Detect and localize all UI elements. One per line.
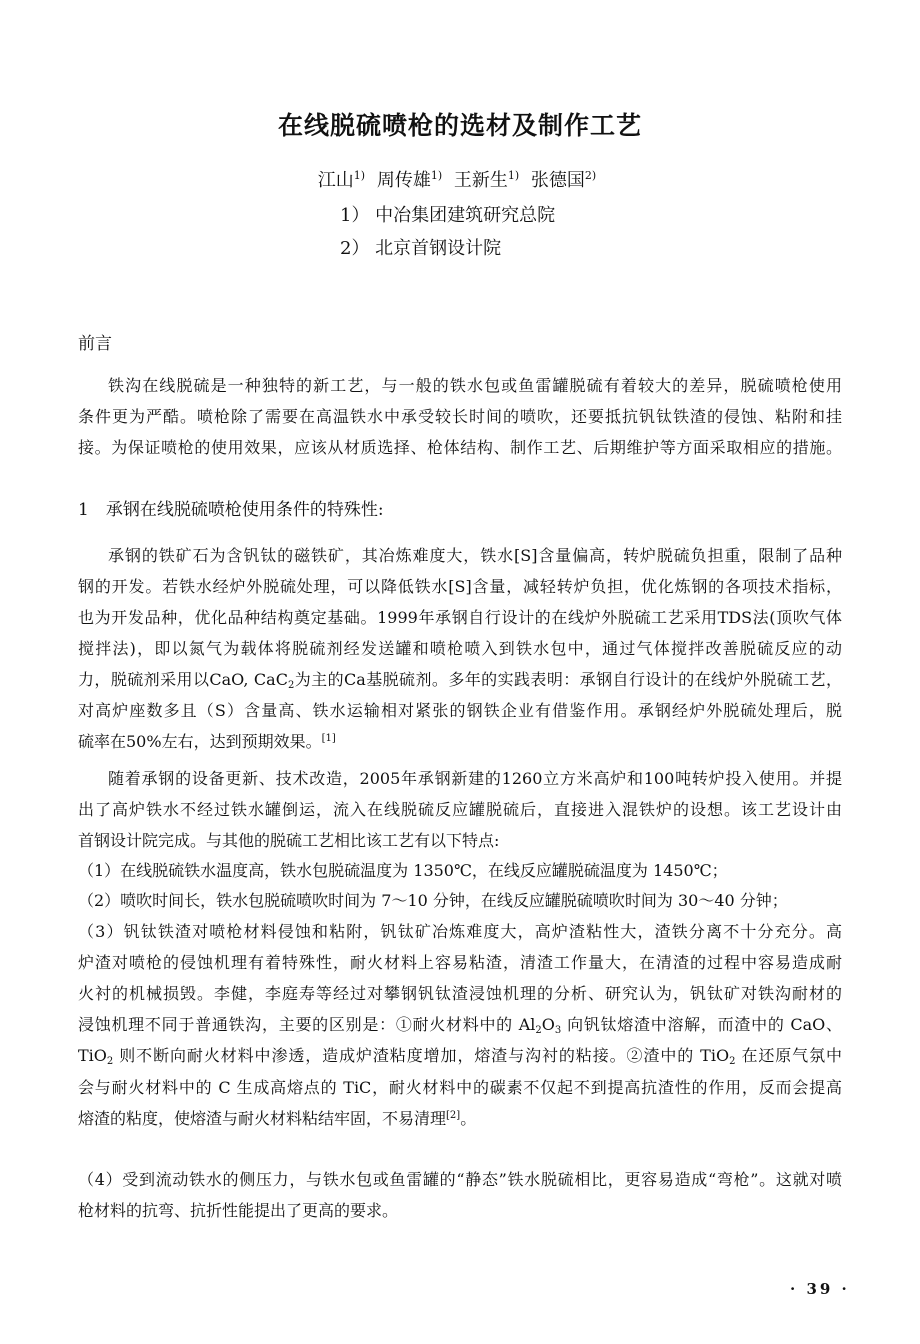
author-name: 王新生 <box>453 170 508 191</box>
text-segment: 。 <box>460 1109 477 1128</box>
text-line <box>78 953 842 973</box>
subscript: 2 <box>729 1056 736 1067</box>
text-line <box>78 1078 842 1098</box>
text-line <box>78 608 842 628</box>
text-line <box>78 891 842 911</box>
text-line <box>78 1015 842 1035</box>
text-segment: （2）喷吹时间长，铁水包脱硫喷吹时间为 7～10 分钟，在线反应罐脱硫喷吹时间为 30～40 分钟； <box>78 891 788 910</box>
text-line <box>108 376 842 396</box>
text-segment: 钢的开发。若铁水经炉外脱硫处理，可以降低铁水[S]含量，减轻转炉负担，优化炼钢的各项技术指标， <box>78 577 842 596</box>
text-line <box>78 407 842 427</box>
text-segment: （3）钒钛铁渣对喷枪材料侵蚀和粘附，钒钛矿冶炼难度大，高炉渣粘性大，渣铁分离不十分充分。高 <box>78 922 842 941</box>
text-segment: 铁沟在线脱硫是一种独特的新工艺，与一般的铁水包或鱼雷罐脱硫有着较大的差异，脱硫喷枪使用 <box>108 376 842 395</box>
text-segment: （4）受到流动铁水的侧压力，与铁水包或鱼雷罐的“静态”铁水脱硫相比，更容易造成“弯枪”。这就对喷 <box>78 1170 842 1189</box>
author-list <box>0 166 920 192</box>
text-segment: 枪材料的抗弯、抗折性能提出了更高的要求。 <box>78 1201 399 1220</box>
text-line <box>78 922 842 942</box>
text-segment: 也为开发品种，优化品种结构奠定基础。1999年承钢自行设计的在线炉外脱硫工艺采用TDS法(顶吹气体 <box>78 608 842 627</box>
affiliation-mark: 2) <box>584 169 597 182</box>
text-line <box>108 546 842 566</box>
author-name: 江山 <box>317 170 354 191</box>
text-segment: O <box>541 1015 555 1034</box>
subscript: 2 <box>287 680 295 691</box>
affiliation-mark: 1) <box>430 169 443 182</box>
text-segment: 会与耐火材料中的 C 生成高熔点的 TiC，耐火材料中的碳素不仅起不到提高抗渣性的作用，反而会提高 <box>78 1078 842 1097</box>
text-segment: 条件更为严酷。喷枪除了需要在高温铁水中承受较长时间的喷吹，还要抵抗钒钛铁渣的侵蚀、粘附和挂 <box>78 407 842 426</box>
paper-title: 在线脱硫喷枪的选材及制作工艺 <box>277 111 642 140</box>
preface-heading: 前言 <box>78 334 112 354</box>
text-line <box>78 861 842 881</box>
text-line <box>78 831 842 851</box>
text-line <box>78 1109 842 1129</box>
text-segment: 接。为保证喷枪的使用效果，应该从材质选择、枪体结构、制作工艺、后期维护等方面采取相应的措施。 <box>78 438 842 457</box>
text-segment: 火衬的机械损毁。李健，李庭寿等经过对攀钢钒钛渣浸蚀机理的分析、研究认为，钒钛矿对铁沟耐材的 <box>78 984 842 1003</box>
citation: [1] <box>321 733 336 744</box>
text-segment: 熔渣的粘度，使熔渣与耐火材料粘结牢固，不易清理 <box>78 1109 447 1128</box>
text-line <box>78 701 842 721</box>
text-segment: 搅拌法)，即以氮气为载体将脱硫剂经发送罐和喷枪喷入到铁水包中，通过气体搅拌改善脱硫反应的动 <box>78 639 842 658</box>
affiliation-mark: 1) <box>507 169 520 182</box>
text-segment: 硫率在50%左右，达到预期效果。 <box>78 732 322 751</box>
subscript: 3 <box>554 1025 562 1036</box>
author-name: 张德国 <box>530 170 585 191</box>
text-line <box>78 438 842 458</box>
text-segment: 首钢设计院完成。与其他的脱硫工艺相比该工艺有以下特点: <box>78 831 500 850</box>
text-segment: 则不断向耐火材料中渗透，造成炉渣粘度增加，熔渣与沟衬的粘接。②渣中的 TiO <box>113 1046 730 1065</box>
affiliation-mark: 1) <box>353 169 366 182</box>
text-segment: 对高炉座数多且（S）含量高、铁水运输相对紧张的钢铁企业有借鉴作用。承钢经炉外脱硫处理后，脱 <box>78 701 842 720</box>
subscript: 2 <box>106 1056 114 1067</box>
author-name: 周传雄 <box>376 170 431 191</box>
subscript: 2 <box>535 1025 542 1036</box>
section-1-heading: 1 承钢在线脱硫喷枪使用条件的特殊性: <box>78 500 384 520</box>
text-line <box>78 1201 842 1221</box>
text-segment: 出了高炉铁水不经过铁水罐倒运，流入在线脱硫反应罐脱硫后，直接进入混铁炉的设想。该工艺设计由 <box>78 800 842 819</box>
text-line <box>78 577 842 597</box>
affiliation-1: 1） 中冶集团建筑研究总院 <box>340 205 556 226</box>
text-line <box>108 769 842 789</box>
text-line <box>78 984 842 1004</box>
text-line <box>78 639 842 659</box>
text-segment: TiO <box>78 1046 107 1065</box>
page-number: · 39 · <box>790 1280 850 1298</box>
text-segment: 随着承钢的设备更新、技术改造，2005年承钢新建的1260立方米高炉和100吨转炉投入使用。并提 <box>108 769 842 788</box>
text-line <box>78 670 842 690</box>
citation: [2] <box>446 1110 461 1121</box>
text-segment: 为主的Ca基脱硫剂。多年的实践表明：承钢自行设计的在线炉外脱硫工艺， <box>294 670 842 689</box>
text-line <box>78 1170 842 1190</box>
text-segment: 承钢的铁矿石为含钒钛的磁铁矿，其冶炼难度大，铁水[S]含量偏高，转炉脱硫负担重，限制了品种 <box>108 546 842 565</box>
text-segment: 在还原气氛中 <box>735 1046 842 1065</box>
text-line <box>78 800 842 820</box>
text-segment: （1）在线脱硫铁水温度高，铁水包脱硫温度为 1350℃，在线反应罐脱硫温度为 1450℃； <box>78 861 728 880</box>
text-line <box>78 732 842 752</box>
text-segment: 力，脱硫剂采用以CaO, CaC <box>78 670 288 689</box>
text-segment: 炉渣对喷枪的侵蚀机理有着特殊性，耐火材料上容易粘渣，清渣工作量大，在清渣的过程中容易造成耐 <box>78 953 842 972</box>
text-segment: 浸蚀机理不同于普通铁沟，主要的区别是：①耐火材料中的 Al <box>78 1015 536 1034</box>
affiliation-2: 2） 北京首钢设计院 <box>340 238 502 259</box>
text-segment: 向钒钛熔渣中溶解，而渣中的 CaO、 <box>561 1015 842 1034</box>
text-line <box>78 1046 842 1066</box>
